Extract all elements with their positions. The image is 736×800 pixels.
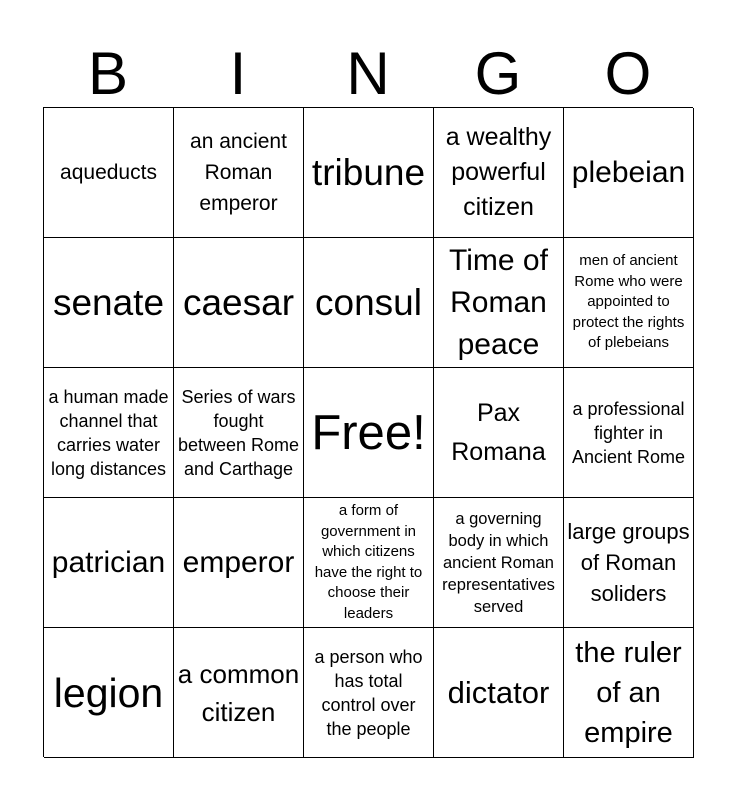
bingo-cell[interactable] [174,368,304,498]
cell-text: consul [315,281,422,323]
cell-text: a common citizen [177,658,300,727]
bingo-cell[interactable] [564,108,694,238]
bingo-cell[interactable] [434,628,564,758]
cell-text: an ancient Roman emperor [190,130,287,215]
cell-text: men of ancient Rome who were appointed to protect the rights of plebeians [572,252,685,352]
bingo-cell[interactable] [304,238,434,368]
cell-text: a governing body in which ancient Roman representatives served [442,509,555,616]
bingo-cell[interactable] [44,628,174,758]
cell-text: Time of Roman peace [449,243,548,361]
cell-text: aqueducts [60,161,157,184]
cell-text: emperor [182,545,295,579]
bingo-cell[interactable] [44,368,174,498]
bingo-cell[interactable] [44,498,174,628]
cell-text: Pax Romana [451,398,546,466]
cell-text: a form of government in which citizens have the right to choose their leaders [314,502,423,622]
bingo-cell[interactable] [304,498,434,628]
free-cell[interactable] [304,368,434,498]
bingo-cell[interactable] [44,238,174,368]
bingo-board [43,107,693,757]
header-letter-i: I [229,40,247,107]
bingo-cell[interactable] [434,368,564,498]
header-letter-b: B [87,40,129,107]
header-letter-o: O [604,40,652,107]
cell-text: Free! [311,405,426,460]
cell-text: tribune [311,151,426,193]
cell-text: large groups of Roman soliders [567,519,690,606]
bingo-cell[interactable] [564,498,694,628]
bingo-cell[interactable] [434,498,564,628]
bingo-header [43,40,693,108]
header-letter-g: G [474,40,522,107]
bingo-cell[interactable] [174,628,304,758]
bingo-cell[interactable] [174,238,304,368]
cell-text: a wealthy powerful citizen [445,123,552,221]
cell-text: dictator [447,674,550,710]
bingo-cell[interactable] [304,108,434,238]
bingo-cell[interactable] [434,108,564,238]
cell-text: a professional fighter in Ancient Rome [571,398,686,467]
bingo-cell[interactable] [44,108,174,238]
cell-text: patrician [51,545,166,579]
bingo-cell[interactable] [564,238,694,368]
cell-text: senate [52,281,165,323]
cell-text: the ruler of an empire [575,636,682,749]
header-letter-n: N [346,40,390,107]
cell-text: Series of wars fought between Rome and Carthage [177,386,300,479]
bingo-cell[interactable] [564,628,694,758]
bingo-cell[interactable] [564,368,694,498]
bingo-cell[interactable] [304,628,434,758]
cell-text: plebeian [571,155,686,189]
bingo-cell[interactable] [434,238,564,368]
cell-text: a human made channel that carries water long distances [48,386,169,479]
cell-text: a person who has total control over the people [314,646,423,739]
cell-text: legion [53,669,164,716]
bingo-cell[interactable] [174,498,304,628]
cell-text: caesar [182,281,295,323]
bingo-cell[interactable] [174,108,304,238]
